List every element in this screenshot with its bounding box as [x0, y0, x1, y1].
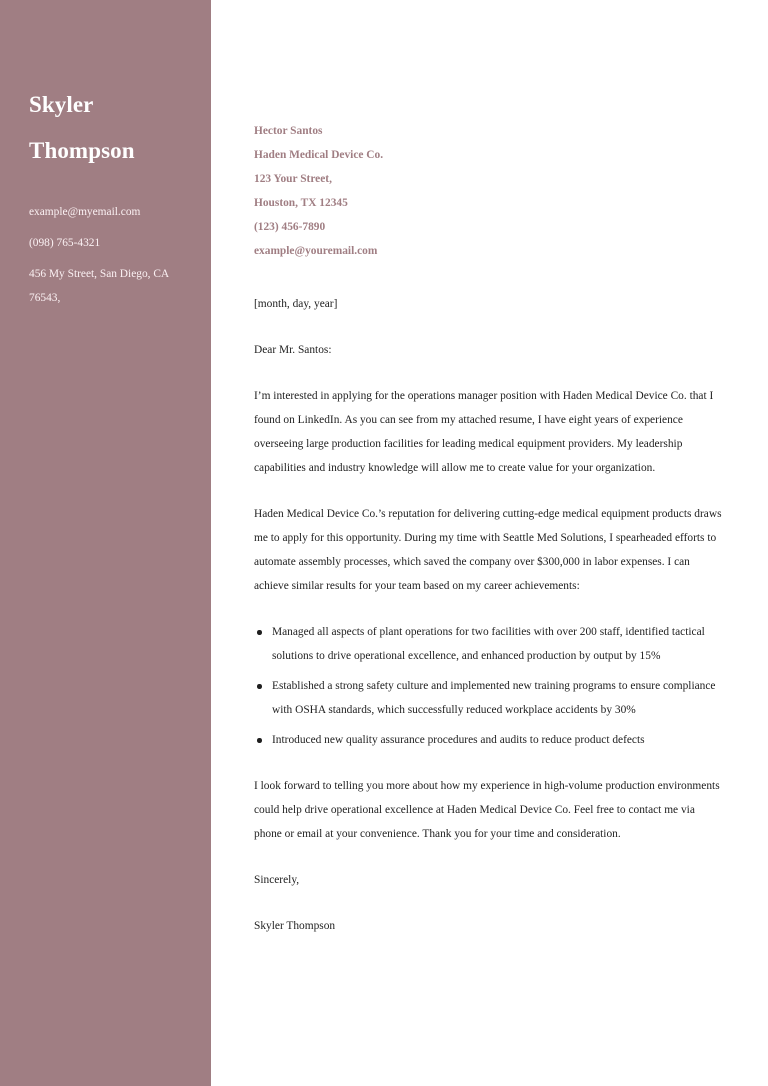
sender-name [29, 82, 135, 174]
achievements-list [254, 620, 724, 752]
achievement-item: Managed all aspects of plant operations for two facilities with over 200 staff, identified tactical solutions to drive operational excellence, and enhanced production by output by 15% [254, 620, 724, 668]
letter-closing: Sincerely, [254, 874, 300, 886]
letter-date: [month, day, year] [254, 298, 338, 310]
sender-address-line2: 76543, [29, 292, 61, 304]
recipient-company: Haden Medical Device Co. [254, 149, 384, 161]
sender-phone: (098) 765-4321 [29, 237, 101, 249]
letter-salutation: Dear Mr. Santos: [254, 344, 332, 356]
sidebar [0, 0, 211, 1086]
letter-signature: Skyler Thompson [254, 920, 336, 932]
letter-body [254, 292, 724, 938]
recipient-name: Hector Santos [254, 125, 323, 137]
sender-address [29, 262, 194, 310]
sender-contact [29, 200, 194, 310]
achievement-item: Established a strong safety culture and implemented new training programs to ensure compliance with OSHA standards, which successfully reduced workplace accidents by 30% [254, 674, 724, 722]
sender-address-line1: 456 My Street, San Diego, CA [29, 268, 170, 280]
sender-email: example@myemail.com [29, 206, 141, 218]
achievement-item: Introduced new quality assurance procedures and audits to reduce product defects [254, 728, 724, 752]
recipient-phone: (123) 456-7890 [254, 221, 326, 233]
recipient-city: Houston, TX 12345 [254, 197, 348, 209]
sender-first-name: Skyler [29, 92, 94, 117]
recipient-email: example@youremail.com [254, 245, 378, 257]
recipient-block [254, 119, 383, 263]
sender-last-name: Thompson [29, 138, 135, 163]
letter-paragraph-2: Haden Medical Device Co.’s reputation for delivering cutting-edge medical equipment products draws me to apply for this opportunity. During my time with Seattle Med Solutions, I spearheaded efforts to automate assembly processes, which saved the company over $300,000 in labor expenses. I can achieve similar results for your team based on my career achievements: [254, 508, 722, 592]
recipient-street: 123 Your Street, [254, 173, 332, 185]
letter-paragraph-1: I’m interested in applying for the operations manager position with Haden Medical Device Co. that I found on LinkedIn. As you can see from my attached resume, I have eight years of experience overseeing large production facilities for leading medical equipment providers. My leadership capabilities and industry knowledge will allow me to create value for your organization. [254, 390, 714, 474]
letter-paragraph-3: I look forward to telling you more about how my experience in high-volume production environments could help drive operational excellence at Haden Medical Device Co. Feel free to contact me via phone or email at your convenience. Thank you for your time and consideration. [254, 780, 720, 840]
